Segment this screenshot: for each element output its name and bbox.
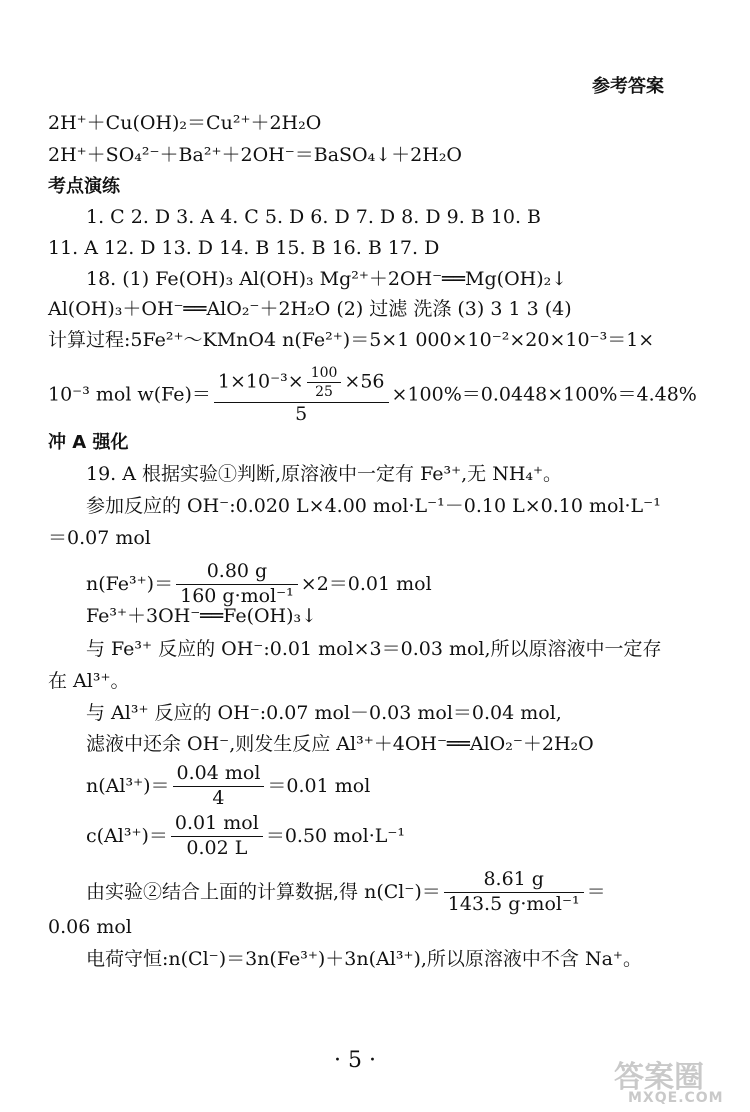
answer-line: 滤液中还余 OH⁻,则发生反应 Al³⁺＋4OH⁻══AlO₂⁻＋2H₂O	[86, 733, 594, 755]
fraction	[176, 560, 298, 609]
inner-denominator: 25	[315, 384, 333, 401]
calc-fraction-line	[86, 560, 432, 609]
fraction-numerator: 0.80 g	[176, 560, 298, 585]
calc-fraction-line	[86, 868, 606, 917]
watermark-logo: 答案圈	[614, 1060, 704, 1095]
calc-text: n(Al³⁺)＝	[86, 774, 170, 797]
calc-text: ×2＝0.01 mol	[300, 572, 432, 595]
fraction-denominator: 0.02 L	[186, 836, 248, 859]
calc-text: ＝0.50 mol·L⁻¹	[265, 824, 405, 847]
calc-text: n(Fe³⁺)＝	[86, 572, 174, 595]
calc-fraction-line	[86, 762, 370, 811]
page-header: 参考答案	[592, 76, 664, 97]
fraction-denominator: 143.5 g·mol⁻¹	[447, 892, 580, 915]
equation-line: 2H⁺＋SO₄²⁻＋Ba²⁺＋2OH⁻＝BaSO₄↓＋2H₂O	[48, 144, 463, 166]
page-number: · 5 ·	[334, 1048, 376, 1073]
fraction-numerator: 0.04 mol	[173, 762, 265, 787]
answer-line: 11. A 12. D 13. D 14. B 15. B 16. B 17. D	[48, 237, 440, 259]
fraction	[173, 762, 265, 811]
section-heading: 考点演练	[48, 176, 120, 197]
answer-line: 电荷守恒:n(Cl⁻)＝3n(Fe³⁺)＋3n(Al³⁺),所以原溶液中不含 Na⁺。	[86, 948, 642, 970]
fraction-numerator	[214, 363, 389, 403]
inner-numerator: 100	[307, 364, 342, 383]
fraction	[171, 812, 263, 861]
numerator-text: ×56	[344, 370, 385, 393]
section-heading: 冲 A 强化	[48, 432, 129, 453]
answer-line: 在 Al³⁺。	[48, 670, 130, 692]
watermark-url: MXQE.COM	[628, 1090, 724, 1106]
calc-text: c(Al³⁺)＝	[86, 824, 168, 847]
answer-line: Al(OH)₃＋OH⁻══AlO₂⁻＋2H₂O (2) 过滤 洗涤 (3) 3 1 3 (4)	[48, 298, 572, 320]
answer-line: 参加反应的 OH⁻:0.020 L×4.00 mol·L⁻¹－0.10 L×0.10 mol·L⁻¹	[86, 495, 661, 517]
answer-line: ＝0.07 mol	[48, 527, 151, 549]
answer-line: 0.06 mol	[48, 916, 132, 938]
fraction-denominator: 160 g·mol⁻¹	[180, 584, 294, 607]
fraction	[444, 868, 584, 917]
fraction	[214, 363, 389, 427]
answer-line: 19. A 根据实验①判断,原溶液中一定有 Fe³⁺,无 NH₄⁺。	[86, 463, 563, 485]
calc-fraction-line	[48, 363, 697, 427]
calc-fraction-line	[86, 812, 405, 861]
calc-text: ＝0.01 mol	[267, 774, 371, 797]
answer-line: 与 Al³⁺ 反应的 OH⁻:0.07 mol－0.03 mol＝0.04 mol,	[86, 702, 562, 724]
fraction-numerator: 0.01 mol	[171, 812, 263, 837]
calc-line: 计算过程:5Fe²⁺～KMnO4 n(Fe²⁺)＝5×1 000×10⁻²×20×10⁻³＝1×	[48, 329, 655, 351]
calc-text: ×100%＝0.0448×100%＝4.48%	[391, 383, 697, 406]
calc-text: 10⁻³ mol w(Fe)＝	[48, 383, 211, 406]
answer-line: 1. C 2. D 3. A 4. C 5. D 6. D 7. D 8. D 9. B 10. B	[86, 206, 542, 228]
fraction-denominator: 5	[295, 403, 308, 426]
answer-line: 18. (1) Fe(OH)₃ Al(OH)₃ Mg²⁺＋2OH⁻══Mg(OH)₂↓	[86, 268, 568, 290]
equation-line: 2H⁺＋Cu(OH)₂＝Cu²⁺＋2H₂O	[48, 112, 322, 134]
numerator-text: 1×10⁻³×	[217, 370, 304, 393]
inner-fraction	[307, 364, 342, 401]
fraction-denominator: 4	[212, 786, 225, 809]
equation-line: Fe³⁺＋3OH⁻══Fe(OH)₃↓	[86, 605, 318, 627]
fraction-numerator: 8.61 g	[444, 868, 584, 893]
calc-text: ＝	[586, 880, 606, 903]
calc-text: 由实验②结合上面的计算数据,得 n(Cl⁻)＝	[86, 880, 441, 903]
answer-line: 与 Fe³⁺ 反应的 OH⁻:0.01 mol×3＝0.03 mol,所以原溶液中一定存	[86, 638, 662, 660]
